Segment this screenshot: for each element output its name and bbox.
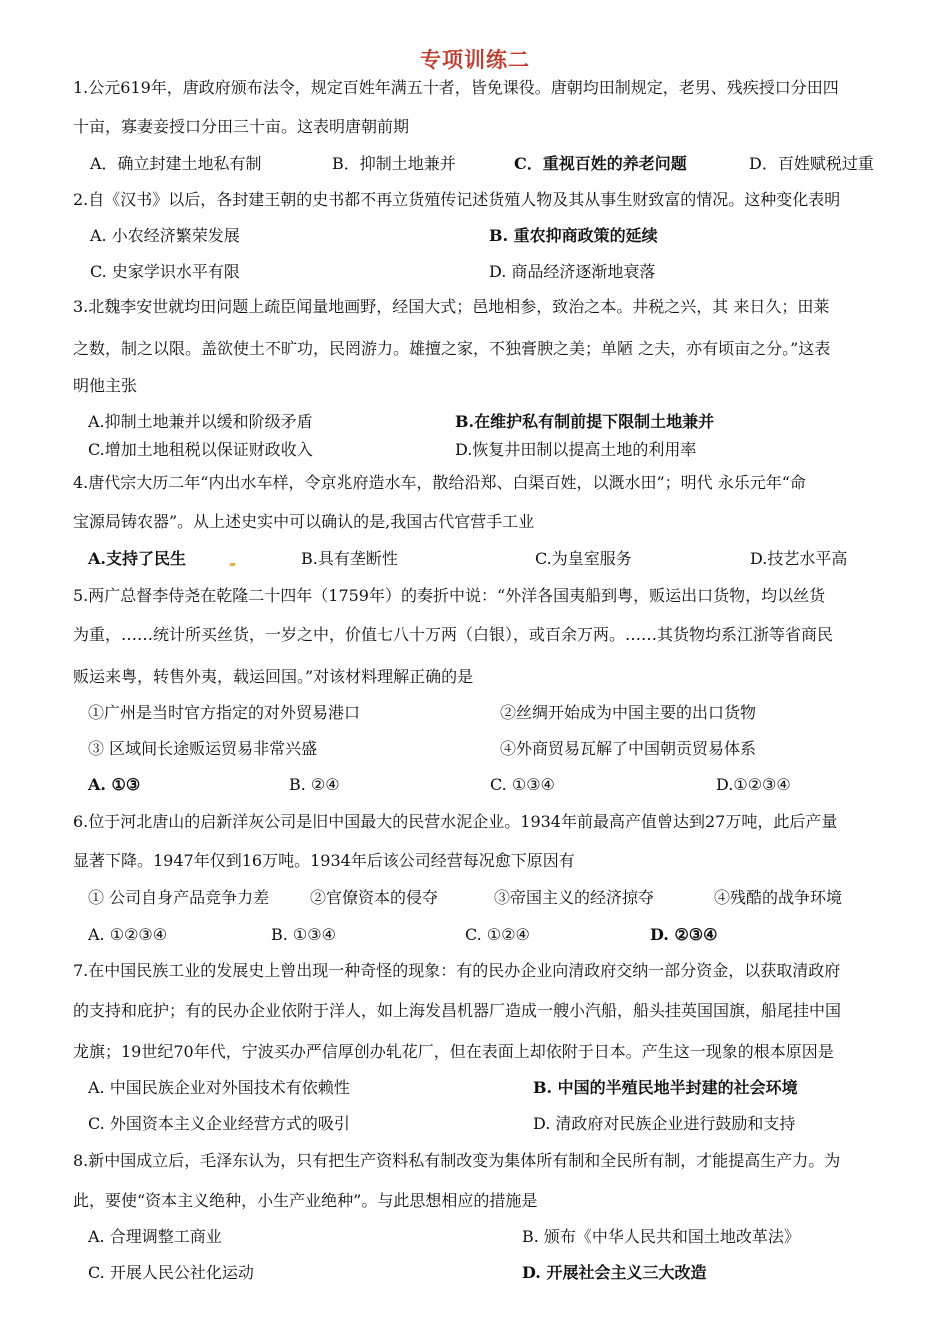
question-1-option-b: B．抑制土地兼并 — [332, 154, 456, 173]
question-7-stem-line-2: 的支持和庇护；有的民办企业依附于洋人，如上海发昌机器厂造成一艘小汽船，船头挂英国国旗，船尾挂中国 — [73, 1001, 842, 1020]
question-5-option-a: A. ①③ — [88, 775, 141, 794]
question-7-stem-line-1: 7.在中国民族工业的发展史上曾出现一种奇怪的现象：有的民办企业向清政府交纳一部分资金，以获取清政府 — [73, 961, 841, 980]
question-7-option-c: C. 外国资本主义企业经营方式的吸引 — [88, 1114, 350, 1133]
question-8-option-b: B. 颁布《中华人民共和国土地改革法》 — [522, 1227, 800, 1246]
question-4-stem-line-2: 宝源局铸农器”。从上述史实中可以确认的是,我国古代官营手工业 — [73, 512, 535, 531]
question-2-stem-line-1: 2.自《汉书》以后，各封建王朝的史书都不再立货殖传记述货殖人物及其从事生财致富的情况。这种变化表明 — [73, 190, 841, 209]
question-5-stem-line-2: 为重，……统计所买丝货，一岁之中，价值七八十万两（白银），或百余万两。……其货物均系江浙等省商民 — [73, 625, 834, 644]
question-1-option-c: C．重视百姓的养老问题 — [514, 154, 687, 173]
question-2-option-b: B. 重农抑商政策的延续 — [489, 226, 658, 245]
question-3-option-c: C.增加土地租税以保证财政收入 — [88, 440, 313, 459]
question-7-stem-line-3: 龙旗；19世纪70年代，宁波买办严信厚创办轧花厂，但在表面上却依附于日本。产生这一现象的根本原因是 — [73, 1042, 834, 1061]
question-5-option-d: D.①②③④ — [716, 775, 791, 794]
question-4-option-d: D.技艺水平高 — [750, 549, 848, 568]
question-4-option-a: A.支持了民生 — [88, 549, 186, 568]
question-1-stem-line-2: 十亩，寡妻妾授口分田三十亩。这表明唐朝前期 — [73, 117, 410, 136]
question-5-statement-2: ②丝绸开始成为中国主要的出口货物 — [500, 703, 757, 722]
question-1-option-d: D．百姓赋税过重 — [749, 154, 874, 173]
question-7-option-d: D. 清政府对民族企业进行鼓励和支持 — [533, 1114, 796, 1133]
question-6-option-d: D. ②③④ — [650, 925, 718, 944]
question-8-stem-line-2: 此，要使“资本主义绝种，小生产业绝种”。与此思想相应的措施是 — [73, 1191, 538, 1210]
question-1-option-a: A．确立封建土地私有制 — [90, 154, 262, 173]
question-2-option-a: A. 小农经济繁荣发展 — [90, 226, 240, 245]
question-5-option-b: B. ②④ — [289, 775, 340, 794]
question-5-stem-line-3: 贩运来粤，转售外夷，载运回国。”对该材料理解正确的是 — [73, 667, 474, 686]
question-8-option-d: D. 开展社会主义三大改造 — [522, 1263, 707, 1282]
question-8-stem-line-1: 8.新中国成立后，毛泽东认为，只有把生产资料私有制改变为集体所有制和全民所有制，才能提高生产力。为 — [73, 1151, 841, 1170]
question-6-statement-2: ②官僚资本的侵夺 — [310, 888, 439, 907]
question-4-option-c: C.为皇室服务 — [535, 549, 632, 568]
question-8-option-a: A. 合理调整工商业 — [88, 1227, 222, 1246]
question-6-statement-4: ④残酷的战争环境 — [714, 888, 843, 907]
question-7-option-b: B. 中国的半殖民地半封建的社会环境 — [533, 1078, 798, 1097]
question-6-statement-1: ① 公司自身产品竞争力差 — [88, 888, 270, 907]
question-5-option-c: C. ①③④ — [490, 775, 555, 794]
question-2-option-d: D. 商品经济逐渐地衰落 — [489, 262, 656, 281]
question-5-statement-4: ④外商贸易瓦解了中国朝贡贸易体系 — [500, 739, 757, 758]
highlight-mark — [230, 563, 235, 566]
question-6-option-a: A. ①②③④ — [88, 925, 168, 944]
question-4-option-b: B.具有垄断性 — [301, 549, 398, 568]
question-6-stem-line-2: 显著下降。1947年仅到16万吨。1934年后该公司经营每况愈下原因有 — [73, 851, 575, 870]
question-3-option-a: A.抑制土地兼并以缓和阶级矛盾 — [88, 412, 313, 431]
question-1-stem-line-1: 1.公元619年，唐政府颁布法令，规定百姓年满五十者，皆免课役。唐朝均田制规定，老男、残疾授口分田四 — [73, 78, 839, 97]
question-6-option-c: C. ①②④ — [465, 925, 530, 944]
question-3-stem-line-1: 3.北魏李安世就均田问题上疏臣闻量地画野，经国大式；邑地相参，致治之本。井税之兴，其 来日久；田莱 — [73, 297, 830, 316]
question-7-option-a: A. 中国民族企业对外国技术有依赖性 — [88, 1078, 350, 1097]
question-3-option-d: D.恢复井田制以提高土地的利用率 — [455, 440, 697, 459]
question-6-option-b: B. ①③④ — [271, 925, 336, 944]
question-4-stem-line-1: 4.唐代宗大历二年“内出水车样，令京兆府造水车，散给沿郑、白渠百姓，以溉水田”；明代 永乐元年“命 — [73, 473, 806, 492]
question-5-statement-3: ③ 区域间长途贩运贸易非常兴盛 — [88, 739, 318, 758]
page-title: 专项训练二 — [420, 48, 530, 72]
question-5-stem-line-1: 5.两广总督李侍尧在乾隆二十四年（1759年）的奏折中说：“外洋各国夷船到粤，贩运出口货物，均以丝货 — [73, 586, 826, 605]
question-3-stem-line-2: 之数，制之以限。盖欲使土不旷功，民罔游力。雄擅之家，不独膏腴之美；单陋 之夫，亦有顷亩之分。”这表 — [73, 339, 831, 358]
question-3-option-b: B.在维护私有制前提下限制土地兼并 — [455, 412, 715, 431]
question-5-statement-1: ①广州是当时官方指定的对外贸易港口 — [88, 703, 361, 722]
question-6-statement-3: ③帝国主义的经济掠夺 — [494, 888, 655, 907]
question-8-option-c: C. 开展人民公社化运动 — [88, 1263, 254, 1282]
question-6-stem-line-1: 6.位于河北唐山的启新洋灰公司是旧中国最大的民营水泥企业。1934年前最高产值曾达到27万吨，此后产量 — [73, 812, 838, 831]
question-2-option-c: C. 史家学识水平有限 — [90, 262, 240, 281]
question-3-stem-line-3: 明他主张 — [73, 376, 138, 395]
